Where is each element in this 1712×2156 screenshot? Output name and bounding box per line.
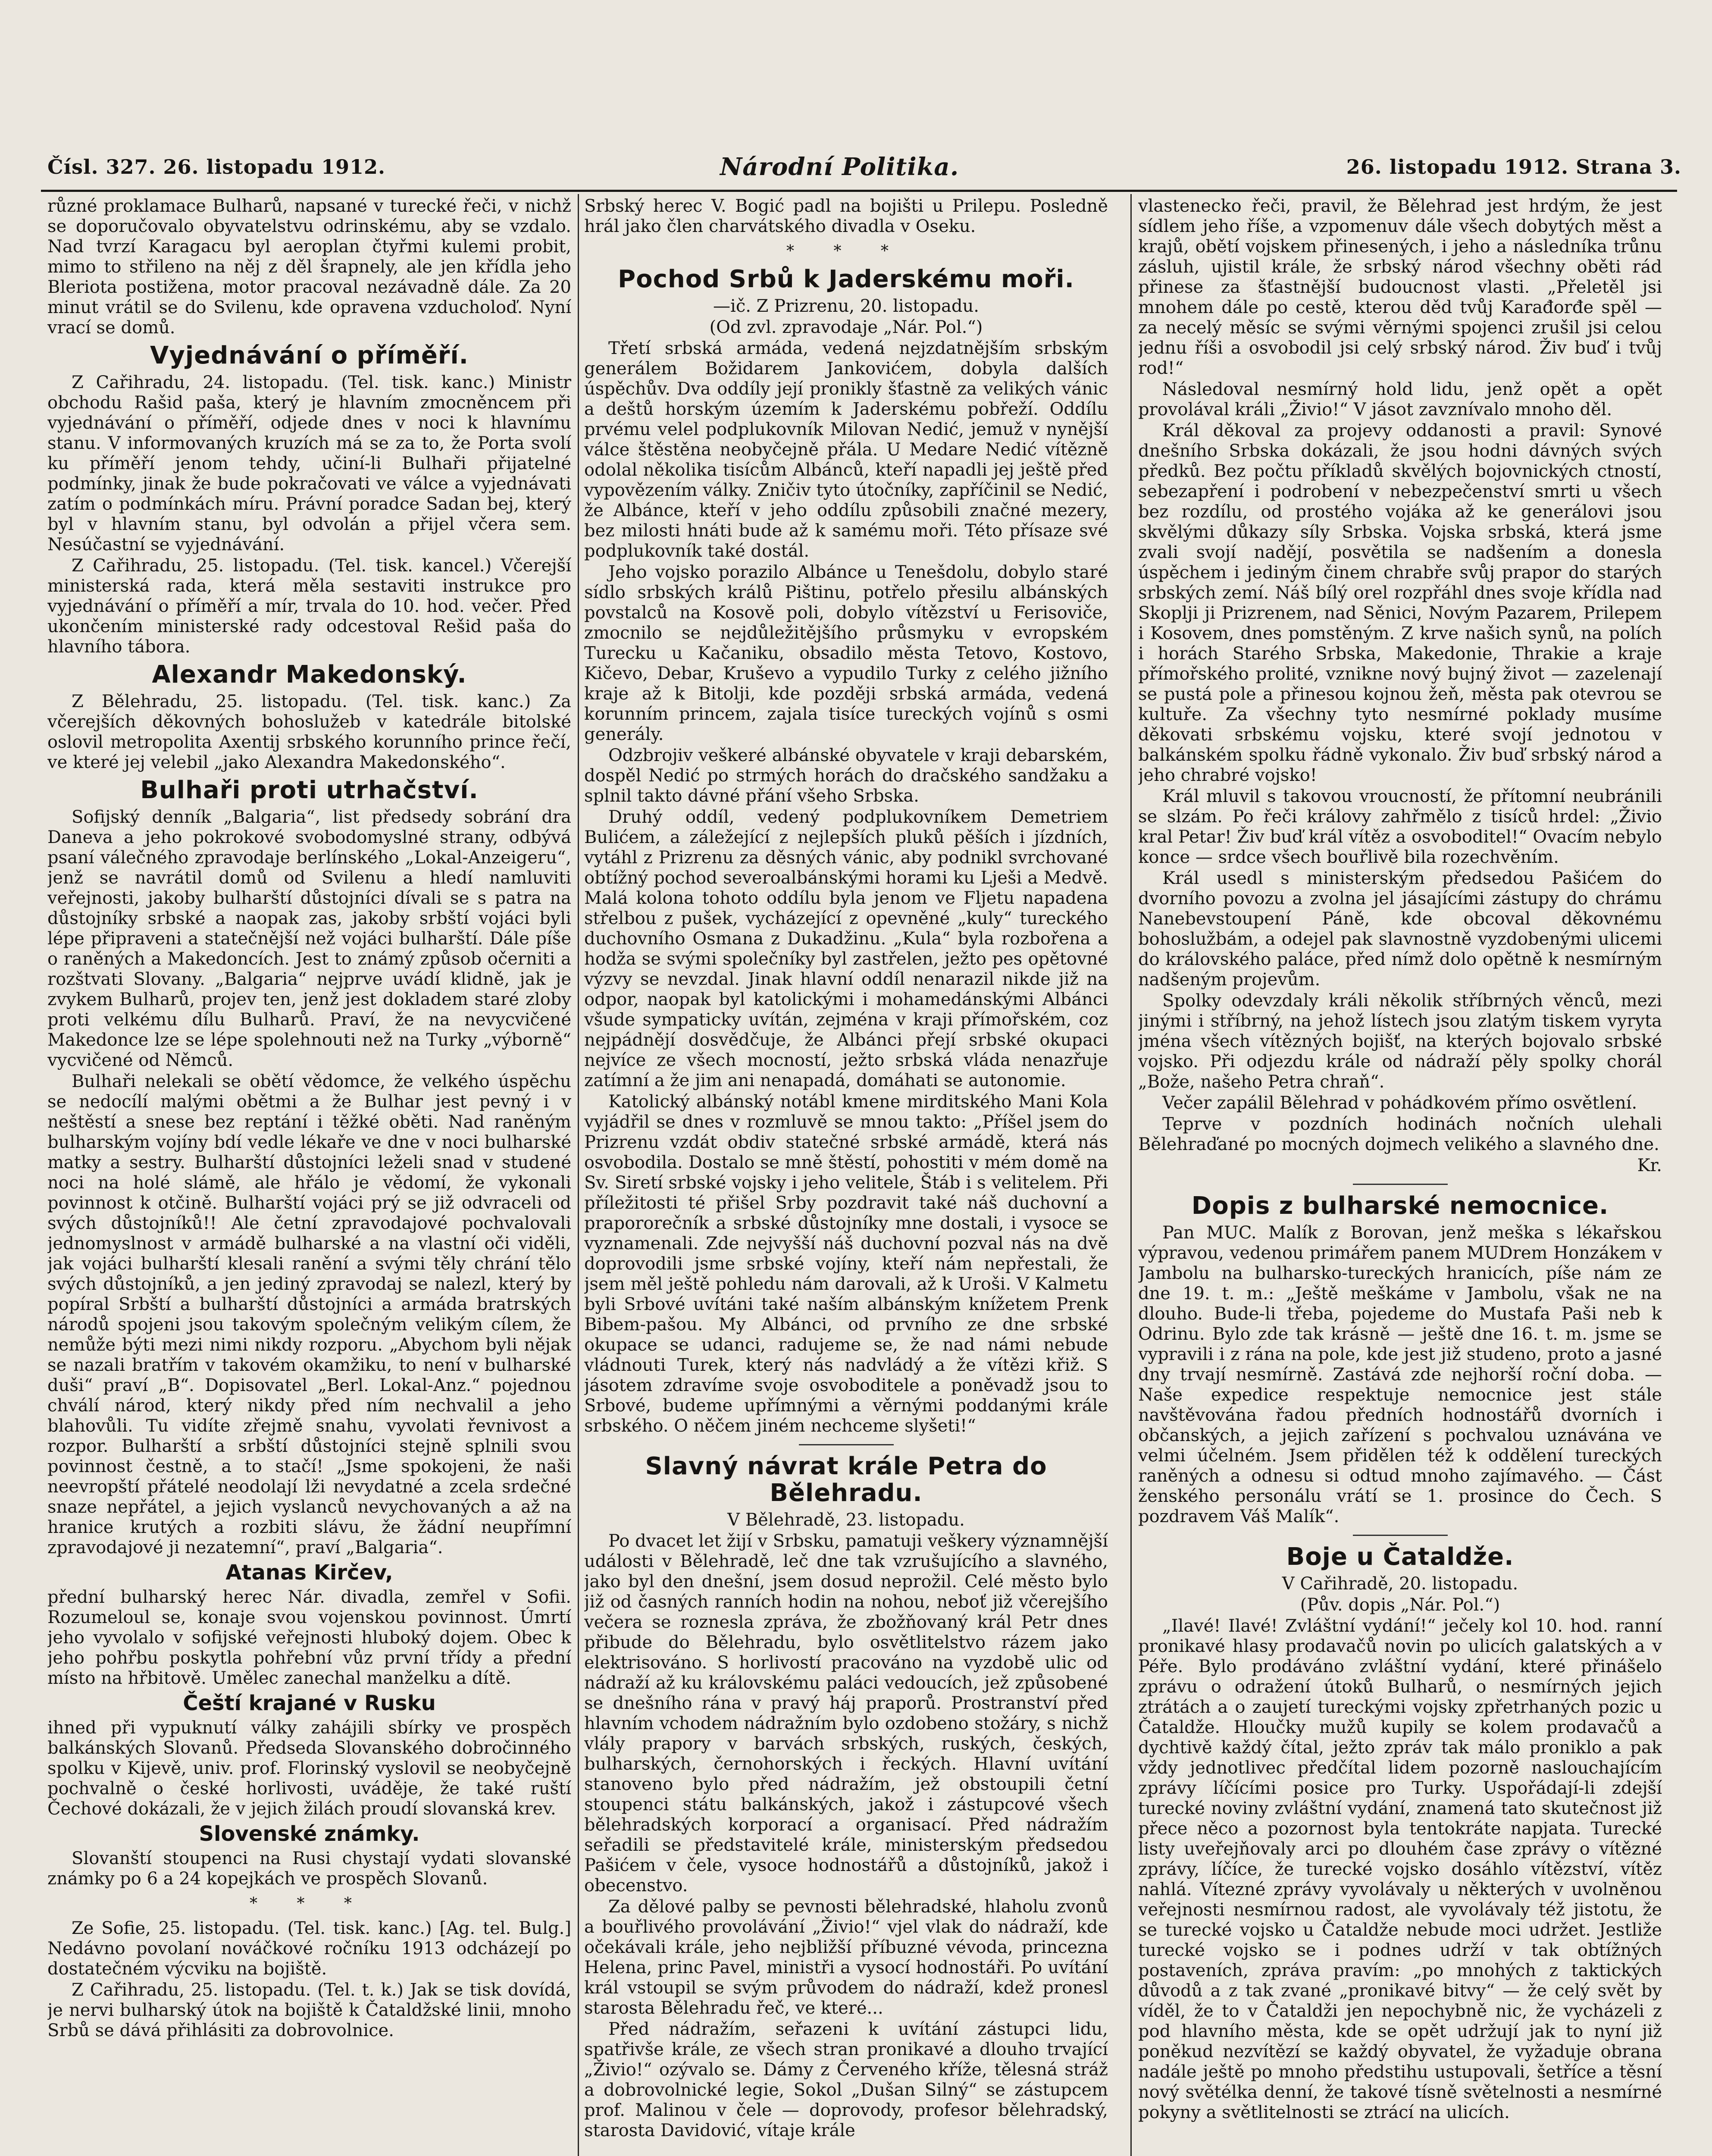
article-text: Teprve v pozdních hodinách nočních ulehali Bělehraďané po mocných dojmech velikého a slavného dne. — [1138, 1114, 1662, 1154]
header-issue: Čísl. 327. 26. listopadu 1912. — [47, 155, 385, 179]
dateline: V Cařihradě, 20. listopadu. — [1282, 1574, 1518, 1594]
article-text: Srbský herec V. Bogić padl na bojišti u Prilepu. Posledně hrál jako člen charvátského divadla v Oseku. — [584, 196, 1108, 236]
section-rule — [1353, 1184, 1448, 1185]
article-text: Z Cařihradu, 24. listopadu. (Tel. tisk. kanc.) Ministr obchodu Rašid paša, který je hlavním zmocněncem při vyjednávání o příměří, odjede dnes v noci k hlavnímu stanu. V informovaných kruzích má se za to, že Porta svolí ku příměří jenom tehdy, učiní-li Bulhaři přijatelné podmínky, jinak že bude pokračovati ve válce a vyjednávati zatím o podmínkách míru. Právní poradce Sadan bej, který byl v hlavním stanu, byl odvolán a přijel včera sem. Nesúčastní se vyjednávání. — [47, 373, 571, 555]
dateline: V Bělehradě, 23. listopadu. — [727, 1510, 965, 1530]
article-text: Před nádražím, seřazeni k uvítání zástupci lidu, spatřivše krále, ze všech stran pronikavé a dlouho trvající „Živio!“ ozývalo se. Dámy z Červeného kříže, tělesná stráž a dobrovolnické legie, Sokol „Dušan Silný“ se zástupcem prof. Malinou v čele — doprovody, profesor bělehradský, starosta Davidović, vítaje krále — [584, 2019, 1108, 2140]
article-text: Druhý oddíl, vedený podplukovníkem Demetriem Bulićem, a záležející z nejlepších pluků pěších i jízdních, vytáhl z Prizrenu za děsných vánic, aby podnikl svrchované obtížný pochod severoalbánskými horami ku Lješi a Medvě. Malá kolona tohoto oddílu byla jenom ve Fljetu napadena střelbou z pušek, vycházející z opevněné „kuly“ tureckého duchovního Osmana z Dukadžinu. „Kula“ byla rozbořena a hodža se svými společníky byl zastřelen, ježto pes opětovné výzvy se nevzdal. Jinak hlavní oddíl nenarazil nikde již na odpor, naopak byl katolickými i mohamedánskými Albánci všude sympaticky uvítán, zejména v kraji přímořském, coz nejpádnějí dosvědčuje, že Albánci přejí srbské okupaci nejvíce ze všech mocností, ježto srbská vláda nenazřuje zatímní a že jim ani nenapadá, domáhati se autonomie. — [584, 807, 1108, 1091]
article-text: Sofijský denník „Balgaria“, list předsedy sobrání dra Daneva a jeho pokrokové svobodomyslné strany, odbývá psaní válečného zpravodaje berlínského „Lokal-Anzeigeru“, jenž se navrátil domů od Svilenu a hledí namluviti veřejnosti, jakoby bulharští důstojníci dívali se s patra na důstojníky srbské a naopak zas, jakoby srbští vojáci byli lépe připraveni a statečnější než vojáci bulharští. Dále píše o raněných a Makedoncích. Jest to známý způsob očerniti a rozštvati Slovany. „Balgaria“ nejprve uvádí klidně, jak je zvykem Bulharů, projev ten, jenž jest dokladem staré zloby proti velkému dílu Bulharů. Praví, že na nevycvičené Makedonce lze se lépe spolehnouti než na Turky „výborně“ vycvičené od Němců. — [47, 807, 571, 1070]
article-heading: Slavný návrat krále Petra do Bělehradu. — [645, 1452, 1047, 1507]
section-rule — [799, 1444, 894, 1445]
article-text: Spolky odevzdaly králi několik stříbrných věnců, mezi jinými i stříbrný, na jehož lístech jsou zlatým tiskem vyryta jména všech vítězných bojišť, na kterých bojovalo srbské vojsko. Při odjezdu krále od nádraží pěly spolky chorál „Bože, našeho Petra chraň“. — [1138, 991, 1662, 1092]
article-text: Král usedl s ministerským předsedou Pašićem do dvorního povozu a zvolna jel jásajícími zástupy do chrámu Nanebevstoupení Páně, kde obcoval děkovnému bohoslužbám, a odejel pak slavnostně vyzdobenými ulicemi do královského paláce, před nímž dolo opětně k nesmírným nadšeným projevům. — [1138, 868, 1662, 990]
article-text: Král mluvil s takovou vroucností, že přítomní neubránili se slzám. Po řeči královy zahřmělo z tisíců hrdel: „Živio kral Petar! Živ buď král vítěz a osvoboditel!“ Ovacím nebylo konce — srdce všech bouřlivě bila rozechvěním. — [1138, 787, 1662, 867]
dateline-source: (Pův. dopis „Nár. Pol.“) — [1300, 1595, 1500, 1615]
article-heading: Slovenské známky. — [199, 1822, 420, 1846]
article-text: Třetí srbská armáda, vedená nejzdatnějším srbským generálem Božidarem Jankovićem, dobyla dalších úspěchův. Dva oddíly její pronikly šťastně za velikých vánic a deštů horským územím k Jaderskému pobřeží. Oddílu prvému velel podplukovník Milovan Nedić, jemuž v nynější válce štěstěna neobyčejně přála. U Medare Nedić vítězně odolal několika tisícům Albánců, kteří napadli jej ještě před vypovězením války. Zničiv tyto útočníky, zapříčinil se Nedić, že Albánce, kteří v jeho oddílu způsobili značné mezery, bez milosti hnáti bude až k samému moři. Této přísaze své podplukovník také dostál. — [584, 338, 1108, 561]
article-heading: Pochod Srbů k Jaderskému moři. — [618, 265, 1074, 293]
article-text: Král děkoval za projevy oddanosti a pravil: Synové dnešního Srbska dokázali, že jsou hodni dávných svých předků. Bez počtu příkladů skvělých bojovnických ctností, sebezapření i podrobení v nebezpečenství smrti u všech bez rozdílu, od prostého vojáka až ke generálovi jsou skvělými důkazy síly Srbska. Vojska srbská, která jsme zvali svojí nadějí, posvětila se nadšením a donesla úspěchem i jediným činem chrabře svůj prapor do starých srbských zemí. Náš bílý orel rozpřáhl dnes svoje křídla nad Skoplji ji Prizrenem, nad Sěnici, Novým Pazarem, Prilepem i Kosovem, dnes pomstěným. Z krve našich synů, na polích i horách Starého Srbska, Makedonie, Thrakie a kraje přímořského prolité, vznikne nový bujný život — zazelenají se pustá pole a přinesou kojnou žeň, města pak otevrou se kultuře. Za všechny tyto nesmírné poklady musíme děkovati srbskému vojsku, které svojí jednotou v balkánském spolku řádně vykonalo. Živ buď srbský národ a jeho chrabré vojsko! — [1138, 421, 1662, 785]
article-text: přední bulharský herec Nár. divadla, zemřel v Sofii. Rozumeloul se, konaje svou vojenskou povinnost. Úmrtí jeho vyvolalo v sofijské veřejnosti hluboký dojem. Obec k jeho pohřbu poskytla pohřební vůz první třídy a přední místo na hřbitově. Umělec zanechal manželku a dítě. — [47, 1587, 571, 1688]
column-divider — [1130, 194, 1132, 2156]
article-heading: Bulhaři proti utrhačství. — [140, 776, 479, 804]
column-1 — [47, 196, 571, 2156]
article-heading: Čeští krajané v Rusku — [183, 1691, 436, 1715]
article-text: Ze Sofie, 25. listopadu. (Tel. tisk. kanc.) [Ag. tel. Bulg.] Nedávno povolaní nováčkové ročníku 1913 odcházejí po dostatečném výcviku na bojiště. — [47, 1918, 571, 1979]
article-text: Odzbrojiv veškeré albánské obyvatele v kraji debarském, dospěl Nedić po strmých horách do dračského sandžaku a splnil takto dávné přání všeho Srbska. — [584, 746, 1108, 806]
article-text: Následoval nesmírný hold lidu, jenž opět a opět provolával králi „Živio!“ V jásot zavznívalo mnoho děl. — [1138, 379, 1662, 420]
article-text: Jeho vojsko porazilo Albánce u Tenešdolu, dobylo staré sídlo srbských králů Pištinu, potřelo přesilu albánských povstalců na Kosově poli, dobylo vítězství u Ferisoviče, zmocnilo se nejdůležitějšího průsmyku v evropském Turecku u Kačaniku, obsadilo města Tetovo, Kostovo, Kičevo, Debar, Kruševo a vypudilo Turky z celého jižního kraje až k Bitolji, kde později srbská armáda, vedená korunním princem, zajala tisíce tureckých vojínů s osmi generály. — [584, 562, 1108, 744]
dateline: —ič. Z Prizrenu, 20. listopadu. — [713, 296, 979, 316]
article-text: různé proklamace Bulharů, napsané v turecké řeči, v nichž se doporučovalo obyvatelstvu odrinskému, aby se vzdalo. Nad tvrzí Karagacu byl aeroplan čtyřmi kulemi probit, mimo to střileno na něj z děl šrapnely, ale jen křídla jeho Bleriota postižena, motor pracoval nezávadně dále. Za 20 minut vrátil se do Svilenu, kde opravena vzducholoď. Nyní vrací se domů. — [47, 196, 571, 338]
article-text: vlastenecko řeči, pravil, že Bělehrad jest hrdým, že jest sídlem jeho říše, a vzpomenuv dále všech dobytých měst a krajů, obětí vojskem přinesených, i jeho a následníka trůnu zásluh, ujistil krále, že srbský národ všechny oběti rád přinese za šťastnější budoucnost vlasti. „Přeletěl jsi mnohem dále po cestě, kterou děd tvůj Karađorđe spěl — za necelý měsíc se svými věrnými spojenci zrušil jsi celou jednu říši a osvobodil jsi celý srbský národ. Živ buď i tvůj rod!“ — [1138, 196, 1662, 378]
column-3 — [1138, 196, 1662, 2156]
article-text: Z Bělehradu, 25. listopadu. (Tel. tisk. kanc.) Za včerejších děkovných bohoslužeb v katedrále bitolské oslovil metropolita Axentij srbského korunního prince řečí, ve které jej velebil „jako Alexandra Makedonského“. — [47, 692, 571, 772]
article-text: Po dvacet let žijí v Srbsku, pamatuji veškery významnější události v Bělehradě, leč dne tak vzrušujícího a slavného, jako byl den dnešní, jsem dosud neprožil. Celé město bylo již od časných ranních hodin na nohou, neboť již včerejšího večera se roznesla zpráva, že zbožňovaný král Petr dnes přibude do Bělehradu, bylo osvětlitelstvo rázem jako elektrisováno. S horlivostí pracováno na vyzdobě ulic od nádraží až ku královskému paláci vedoucích, jež způsobené se dnešního rána v pravý háj praporů. Prostranství před hlavním vchodem nádražním bylo ozdobeno stožáry, s nichž vlály prapory v barvách srbských, ruských, českých, bulharských, černohorských i řeckých. Hlavní uvítání stanovenо bylo před nádražím, jež obstoupili četní stoupenci státu balkánských, jakož i zástupcové všech bělehradských korporací a organisací. Před nádražím seřadili se představitelé krále, ministerským předsedou Pašićem v čele, vysoce hodnostářů a důstojníků, jakož i obecenstvo. — [584, 1531, 1108, 1896]
article-signature: Kr. — [1637, 1156, 1662, 1175]
article-heading: Boje u Čataldže. — [1286, 1543, 1514, 1571]
article-heading: Atanas Kirčev, — [225, 1561, 393, 1585]
article-heading: Alexandr Makedonský. — [152, 661, 467, 689]
article-heading: Vyjednávání o příměří. — [150, 342, 469, 370]
header-rule — [41, 190, 1677, 192]
article-text: Večer zapálil Bělehrad v pohádkovém přímo osvětlení. — [1162, 1093, 1637, 1113]
dateline-source: (Od zvl. zpravodaje „Nár. Pol.“) — [709, 317, 983, 337]
article-text: ihned při vypuknutí války zahájili sbírky ve prospěch balkánských Slovanů. Předseda Slovanského dobročinného spolku v Kijevě, univ. prof. Florinský vyslovil se neobyčejně pochvalně o české horlivosti, uváděje, že také ruští Čechové dokázali, že v jejich žilách proudí slovanská krev. — [47, 1718, 571, 1819]
article-text: Z Cařihradu, 25. listopadu. (Tel. tisk. kancel.) Včerejší ministerská rada, která měla sestaviti instrukce pro vyjednávání o příměří a mír, trvala do 10. hod. večer. Před ukončením ministerské rady odcestoval Rešid paša do hlavního tábora. — [47, 556, 571, 657]
article-text: Katolický albánský notábl kmene mirditského Mani Kola vyjádřil se dnes v rozmluvě se mnou takto: „Příšel jsem do Prizrenu vzdát obdiv statečné srbské armádě, která nás osvobodila. Dostalo se mně štěstí, pohostiti v mém domě na Sv. Siretí srbské vojsky i jeho velitele, Štáb i s velitelem. Při příležitosti té přišel Srby pozdravit také náš duchovní a prapororečník a srbské důstojníky mne dostali, i vysoce se vyznamenali. Zde nejvyšší náš duchovní pozval nás na dvě doprovodili jsme srbské vojíny, kteří nám nepřestali, že jsem měl ještě pohledu nám darovali, až k Uroši. V Kalmetu byli Srbové uvítáni také naším albánským knížetem Prenk Bibem-pašou. My Albánci, od prvního ze dne srbské okupace se udanci, radujeme se, že nad námi nebude vládnouti Turek, který nás nadvládý a že vítězi křiž. S jásotem zdravíme svoje osvoboditele a poněvadž jsou to Srbové, budeme upřímnými a věrnými poddanými krále srbského. O něčem jiném nechceme slyšeti!“ — [584, 1092, 1108, 1436]
header-newspaper-title: Národní Politika. — [720, 153, 959, 181]
article-text: Za dělové palby se pevnosti bělehradské, hlaholu zvonů a bouřlivého provolávání „Živio!“ vjel vlak do nádraží, kde očekávali krále, jeho nejbližší příbuzné vévoda, princezna Helena, princ Pavel, ministři a vysocí hodnostáři. Po uvítání král vstoupil se svým průvodem do nádraží, kdež pronesl starosta Bělehradu řeč, ve které... — [584, 1897, 1108, 2018]
section-separator: * * * — [786, 242, 906, 260]
section-separator: * * * — [250, 1895, 369, 1912]
article-text: Pan MUC. Malík z Borovan, jenž meška s lékařskou výpravou, vedenou primářem panem MUDrem Honzákem v Jambolu na bulharsko-tureckých hranicích, píše nám ze dne 19. t. m.: „Ještě meškáme v Jambolu, však ne na dlouho. Bude-li třeba, pojedeme do Mustafa Paši neb k Odrinu. Bylo zde tak krásně — ještě dne 16. t. m. jsme se vypravili i z rána na pole, kde jest již studeno, proto a jasné dny trvají nesmírně. Zastává zde nejhorší roční doba. — Naše expedice respektuje nemocnice jest stále navštěvována řadou předních hodnostářů dvorních i občanských, a jejich zařízení s pochvalou uznávána ve velmi účelném. Jsem přidělen též k oddělení tureckých raněných a odnesu si odtud mnoho zajímavého. — Část ženského personálu vrátí se 1. prosince do Čech. S pozdravem Váš Malík“. — [1138, 1223, 1662, 1526]
article-text: Bulhaři nelekali se obětí vědomce, že velkého úspěchu se nedocílí malými obětmi a že Bulhar jest pevný i v neštěstí a snese bez reptání i těžké oběti. Nad raněným bulharským vojíny bdí vedle lékaře ve dne v noci bulharské matky a sestry. Bulharští důstojníci leželi snad v studené noci na holé slámě, ale hřálo je vědomí, že vykonali povinnost k otčině. Bulharští vojáci prý se již odvraceli od svých důstojníků!! Ale četní zpravodajové pochvalovali jednomyslnost v armádě bulharské a na vlastní oči viděli, jak vojáci bulharští klesali ranění a svými těly chrání tělo svých důstojníků, a jen jediný zpravodaj se nalezl, který by popíral Srbští a bulharští důstojníci a armáda bratrských národů spojeni jsou takovým společným velikým cílem, že nemůže býti mezi nimi nikdy rozporu. „Abychom byli nějak se nazali bratřím v takovém okamžiku, to není v bulharské duši“ praví „B“. Dopisovatel „Berl. Lokal-Anz.“ pojednou chválí národ, který nikdy před ním nechvalil a jeho blahovůli. Tu vidíte zřejmě snahu, vyvolati řevnivost a rozpor. Bulharští a srbští důstojníci stejně splnili svou povinnost čestně, a to stačí! „Jsme spokojeni, že naši neevropští přátelé neodolají lži nevydatné a zcela srdečné snaze nepřátel, a jejich vyslanců nevychovaných a až na hranice krutých a rozbiti slávu, že žádní neupřímní zpravodajové ji nezatemní“, praví „Balgaria“. — [47, 1072, 571, 1557]
article-text: „Ilavé! Ilavé! Zvláštní vydání!“ ječely kol 10. hod. ranní pronikavé hlasy prodavačů novin po ulicích galatských a v Péře. Bylo prodáváno zvláštní vydání, které přinášelo zprávu o odražení útoků Bulharů, o nesmírných jejich ztrátách a o zaujetí tureckými vojsky zpřetrhaných pozic u Čataldže. Hloučky mužů kupily se kolem prodavačů a dychtivě každý čítal, ježto zpráv tak málo proniklo a pak vždy jednotlivec předčítal lidem pozorně naslouchajícím zprávy líčícími posice pro Turky. Uspořádají-li zdejší turecké noviny zvláštní vydání, znamená tato skutečnost již přece něco a pozornost byla tentokráte napjata. Turecké listy uveřejňovaly arci po dlouhém čase zprávy o vítězné zprávy, líčíce, že turecké vojsko dosáhlo vítězství, vítěz nahlá. Vítezné zprávy vyvolávaly u některých v uvolněnou veřejnosti nesmírnou radost, ale vyvolávaly též jistotu, že se turecké vojsko u Čataldže nebude moci udržet. Jestliže turecké vojsko se i podnes udrží v tak obtížných postaveních, zpráva pravím: „po mnohých z taktických důvodů a z tak zvané „pronikavé bitvy“ — že celý svět by víděl, že to v Čataldži jen nepochybně nic, že vycházeli z pod hlavního města, kde se opět udržují jak to nyní již poněkud nezvítězí se každý obyvatel, že vyžaduje obrana nadále ještě po mnoho předstihu ustupovali, šetříce a těsní nový světélka denní, že takové tísně světelnosti a nesmírné pokyny a světlitelnosti se ztrácí na ulicích. — [1138, 1616, 1662, 2122]
column-divider — [578, 194, 579, 2156]
header-date-page: 26. listopadu 1912. Strana 3. — [1346, 155, 1681, 179]
page-header — [47, 155, 1681, 185]
column-2 — [584, 196, 1108, 2156]
article-text: Slovanští stoupenci na Rusi chystají vydati slovanské známky po 6 a 24 kopejkách ve prospěch Slovanů. — [47, 1849, 571, 1889]
article-heading: Dopis z bulharské nemocnice. — [1191, 1192, 1609, 1220]
article-text: Z Cařihradu, 25. listopadu. (Tel. t. k.) Jak se tisk dovídá, je nervi bulharský útok na bojiště k Čataldžské linii, mnoho Srbů se dává přihlásiti za dobrovolnice. — [47, 1980, 571, 2040]
section-rule — [1353, 1535, 1448, 1536]
